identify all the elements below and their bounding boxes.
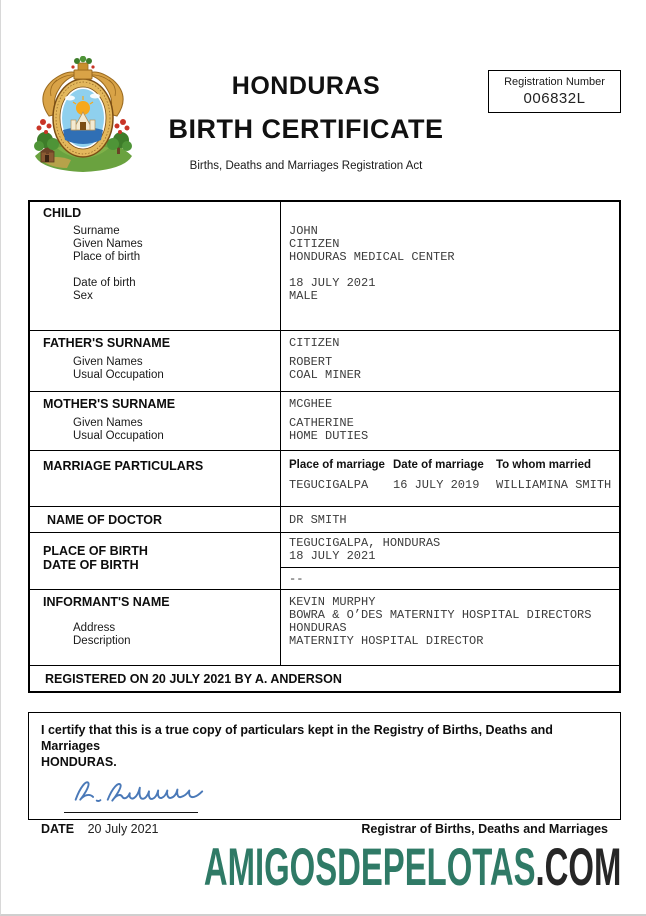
registration-number-label: Registration Number <box>504 76 605 88</box>
father-occupation-value: COAL MINER <box>289 368 362 382</box>
birth-place-value: TEGUCIGALPA, HONDURAS <box>289 536 441 550</box>
informant-organisation-value: BOWRA & O’DES MATERNITY HOSPITAL DIRECTORS <box>289 608 592 622</box>
child-sex-label: Sex <box>73 290 93 302</box>
certify-text-line1: I certify that this is a true copy of particulars kept in the Registry of Births, Deaths and Marriages <box>41 723 553 753</box>
marriage-section <box>30 450 619 506</box>
father-section-title: FATHER'S SURNAME <box>43 336 171 350</box>
mother-given-names-value: CATHERINE <box>289 416 354 430</box>
document-header <box>141 72 471 172</box>
certificate-table <box>28 200 621 693</box>
father-section <box>30 330 619 391</box>
brand-domain-suffix: .COM <box>535 838 621 897</box>
child-given-names-value: CITIZEN <box>289 237 340 251</box>
child-given-names-label: Given Names <box>73 238 143 250</box>
date-value: 20 July 2021 <box>87 822 159 836</box>
registrar-title: Registrar of Births, Deaths and Marriages <box>361 822 608 836</box>
coat-of-arms-graphic <box>27 56 139 178</box>
child-date-of-birth-value: 18 JULY 2021 <box>289 276 376 290</box>
footer-watermark <box>0 838 621 898</box>
document-title: BIRTH CERTIFICATE <box>168 114 444 144</box>
mother-occupation-label: Usual Occupation <box>73 430 164 442</box>
child-sex-value: MALE <box>289 289 318 303</box>
country-title: HONDURAS <box>231 72 381 100</box>
informant-description-value: MATERNITY HOSPITAL DIRECTOR <box>289 634 484 648</box>
date-of-birth-title: DATE OF BIRTH <box>43 558 139 572</box>
informant-address-value: HONDURAS <box>289 621 347 635</box>
certification-box <box>28 712 621 836</box>
mother-section-title: MOTHER'S SURNAME <box>43 397 176 411</box>
father-occupation-label: Usual Occupation <box>73 369 164 381</box>
place-of-birth-title: PLACE OF BIRTH <box>43 544 148 558</box>
brand-name: AMIGOSDEPELOTAS <box>203 838 536 897</box>
to-whom-married-label: To whom married <box>496 459 591 471</box>
doctor-section-title: NAME OF DOCTOR <box>47 512 163 527</box>
informant-address-label: Address <box>73 622 116 634</box>
father-given-names-value: ROBERT <box>289 355 333 369</box>
child-section-title: CHILD <box>43 206 82 220</box>
child-surname-value: JOHN <box>289 224 318 238</box>
child-surname-label: Surname <box>73 225 120 237</box>
registered-row <box>30 665 619 691</box>
registered-statement: REGISTERED ON 20 JULY 2021 BY A. ANDERSON <box>45 671 342 686</box>
birth-place-date-section <box>30 532 619 589</box>
informant-section-title: INFORMANT'S NAME <box>43 595 170 609</box>
registration-number-box <box>488 70 621 113</box>
birth-extra-value: -- <box>289 572 304 586</box>
marriage-section-title: MARRIAGE PARTICULARS <box>43 459 204 473</box>
date-of-marriage-value: 16 JULY 2019 <box>393 478 480 492</box>
doctor-section <box>30 506 619 532</box>
date-of-marriage-label: Date of marriage <box>393 459 484 471</box>
honduras-coat-of-arms <box>27 56 139 178</box>
place-of-marriage-label: Place of marriage <box>289 459 385 471</box>
child-section <box>30 202 619 330</box>
mother-surname-value: MCGHEE <box>289 397 333 411</box>
informant-description-label: Description <box>73 635 131 647</box>
registrar-signature <box>63 774 223 813</box>
to-whom-married-value: WILLIAMINA SMITH <box>496 478 612 492</box>
mother-occupation-value: HOME DUTIES <box>289 429 369 443</box>
informant-name-value: KEVIN MURPHY <box>289 595 376 609</box>
signature-underline <box>64 812 198 813</box>
signature-image <box>63 774 213 807</box>
child-place-of-birth-label: Place of birth <box>73 251 141 263</box>
informant-section <box>30 589 619 665</box>
child-place-of-birth-value: HONDURAS MEDICAL CENTER <box>289 250 455 264</box>
father-given-names-label: Given Names <box>73 356 143 368</box>
child-date-of-birth-label: Date of birth <box>73 277 136 289</box>
father-surname-value: CITIZEN <box>289 336 340 350</box>
mother-given-names-label: Given Names <box>73 417 143 429</box>
registration-number-value: 006832L <box>523 90 586 107</box>
doctor-name-value: DR SMITH <box>289 512 347 527</box>
date-label: DATE <box>41 822 75 836</box>
act-subtitle: Births, Deaths and Marriages Registration Act <box>189 160 423 172</box>
certify-text-line2: HONDURAS. <box>41 755 117 769</box>
mother-section <box>30 391 619 450</box>
birth-date-value: 18 JULY 2021 <box>289 549 376 563</box>
place-of-marriage-value: TEGUCIGALPA <box>289 478 369 492</box>
